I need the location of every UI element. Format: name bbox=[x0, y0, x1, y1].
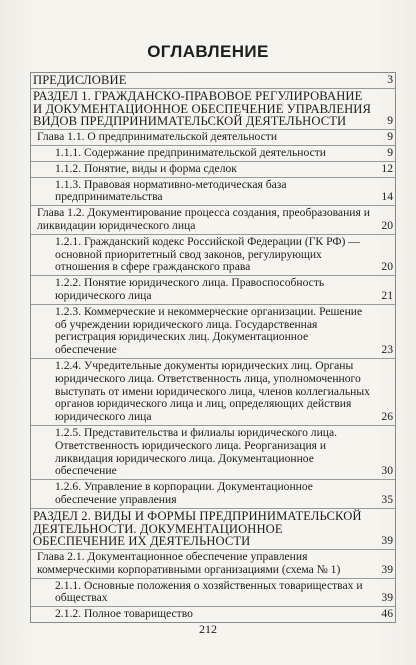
table-of-contents bbox=[30, 72, 396, 623]
toc-entry-title: 1.2.5. Представительства и филиалы юридического лица. Ответственность юридического лица. Реорганизация и ликвидация юридического лица. Документационное обеспечение bbox=[55, 425, 338, 478]
toc-entry-title: 1.2.4. Учредительные документы юридических лиц. Органы юридического лица. Ответственность лица, уполномоченного выступать от имени юридического лица, членов коллегиальных органов юридического лица и лиц, определяющих действия юридического лица bbox=[55, 358, 370, 424]
toc-entry-title: 2.1.1. Основные положения о хозяйственных товариществах и обществах bbox=[55, 578, 363, 605]
toc-subsection bbox=[31, 146, 395, 162]
toc-subsection bbox=[31, 359, 395, 426]
toc-entry-title: Глава 1.1. О предпринимательской деятельности bbox=[37, 130, 278, 144]
toc-subsection bbox=[31, 162, 395, 178]
toc-entry-title: 1.2.3. Коммерческие и некоммерческие организации. Решение об учреждении юридического лица. Государственная регистрация юридических лиц. Документационное обеспечение bbox=[55, 304, 363, 357]
toc-entry-page: 39 bbox=[381, 562, 393, 576]
toc-entry-page: 9 bbox=[387, 130, 393, 144]
page-number: 212 bbox=[199, 622, 217, 636]
toc-entry-page: 23 bbox=[381, 343, 393, 357]
toc-entry-page: 30 bbox=[381, 464, 393, 478]
toc-chapter bbox=[31, 206, 395, 235]
toc-entry-page: 14 bbox=[381, 190, 393, 204]
toc-entry-title: 1.1.2. Понятие, виды и форма сделок bbox=[55, 161, 237, 175]
toc-entry-title: РАЗДЕЛ 2. ВИДЫ И ФОРМЫ ПРЕДПРИНИМАТЕЛЬСКОЙ ДЕЯТЕЛЬНОСТИ. ДОКУМЕНТАЦИОННОЕ ОБЕСПЕЧЕНИЕ ИХ ДЕЯТЕЛЬНОСТИ bbox=[33, 508, 362, 549]
toc-section bbox=[31, 509, 395, 550]
toc-entry-page: 20 bbox=[381, 218, 393, 232]
toc-entry-title: 1.2.1. Гражданский кодекс Российской Федерации (ГК РФ) — основной приоритетный свод законов, регулирующих отношения в сфере гражданского права bbox=[55, 234, 360, 274]
toc-section bbox=[31, 89, 395, 130]
toc-entry-title: РАЗДЕЛ 1. ГРАЖДАНСКО-ПРАВОВОЕ РЕГУЛИРОВАНИЕ И ДОКУМЕНТАЦИОННОЕ ОБЕСПЕЧЕНИЕ УПРАВЛЕНИЯ ВИДОВ ПРЕДПРИНИМАТЕЛЬСКОЙ ДЕЯТЕЛЬНОСТИ bbox=[33, 88, 372, 129]
toc-entry-page: 39 bbox=[381, 534, 393, 548]
toc-entry-page: 35 bbox=[381, 492, 393, 506]
toc-entry-title: Глава 2.1. Документационное обеспечение управления коммерческими корпоративными организациями (схема № 1) bbox=[37, 550, 341, 576]
toc-entry-page: 12 bbox=[381, 161, 393, 175]
toc-subsection bbox=[31, 235, 395, 276]
toc-subsection bbox=[31, 276, 395, 305]
toc-section bbox=[31, 73, 395, 89]
toc-entry-title: Глава 1.2. Документирование процесса создания, преобразования и ликвидации юридического лица bbox=[37, 206, 370, 232]
toc-entry-page: 9 bbox=[387, 114, 393, 128]
toc-subsection bbox=[31, 305, 395, 359]
toc-entry-page: 39 bbox=[381, 591, 393, 605]
toc-entry-page: 21 bbox=[381, 288, 393, 302]
toc-chapter bbox=[31, 130, 395, 146]
toc-entry-page: 26 bbox=[381, 410, 393, 424]
toc-entry-title: 1.1.3. Правовая нормативно-методическая база предпринимательства bbox=[55, 177, 287, 204]
toc-entry-title: ПРЕДИСЛОВИЕ bbox=[33, 73, 127, 87]
toc-entry-title: 1.1.1. Содержание предпринимательской деятельности bbox=[55, 145, 326, 159]
toc-subsection bbox=[31, 426, 395, 480]
toc-entry-page: 20 bbox=[381, 260, 393, 274]
toc-subsection bbox=[31, 607, 395, 622]
toc-chapter bbox=[31, 550, 395, 579]
toc-entry-title: 1.2.6. Управление в корпорации. Документационное обеспечение управления bbox=[55, 480, 313, 506]
toc-entry-page: 3 bbox=[387, 73, 393, 86]
toc-entry-title: 2.1.2. Полное товарищество bbox=[55, 607, 193, 621]
toc-subsection bbox=[31, 480, 395, 509]
toc-entry-page: 46 bbox=[381, 607, 393, 621]
toc-subsection bbox=[31, 579, 395, 608]
toc-entry-page: 9 bbox=[387, 145, 393, 159]
page-title: ОГЛАВЛЕНИЕ bbox=[147, 42, 269, 61]
toc-entry-title: 1.2.2. Понятие юридического лица. Правоспособность юридического лица bbox=[55, 276, 325, 302]
toc-subsection bbox=[31, 178, 395, 207]
